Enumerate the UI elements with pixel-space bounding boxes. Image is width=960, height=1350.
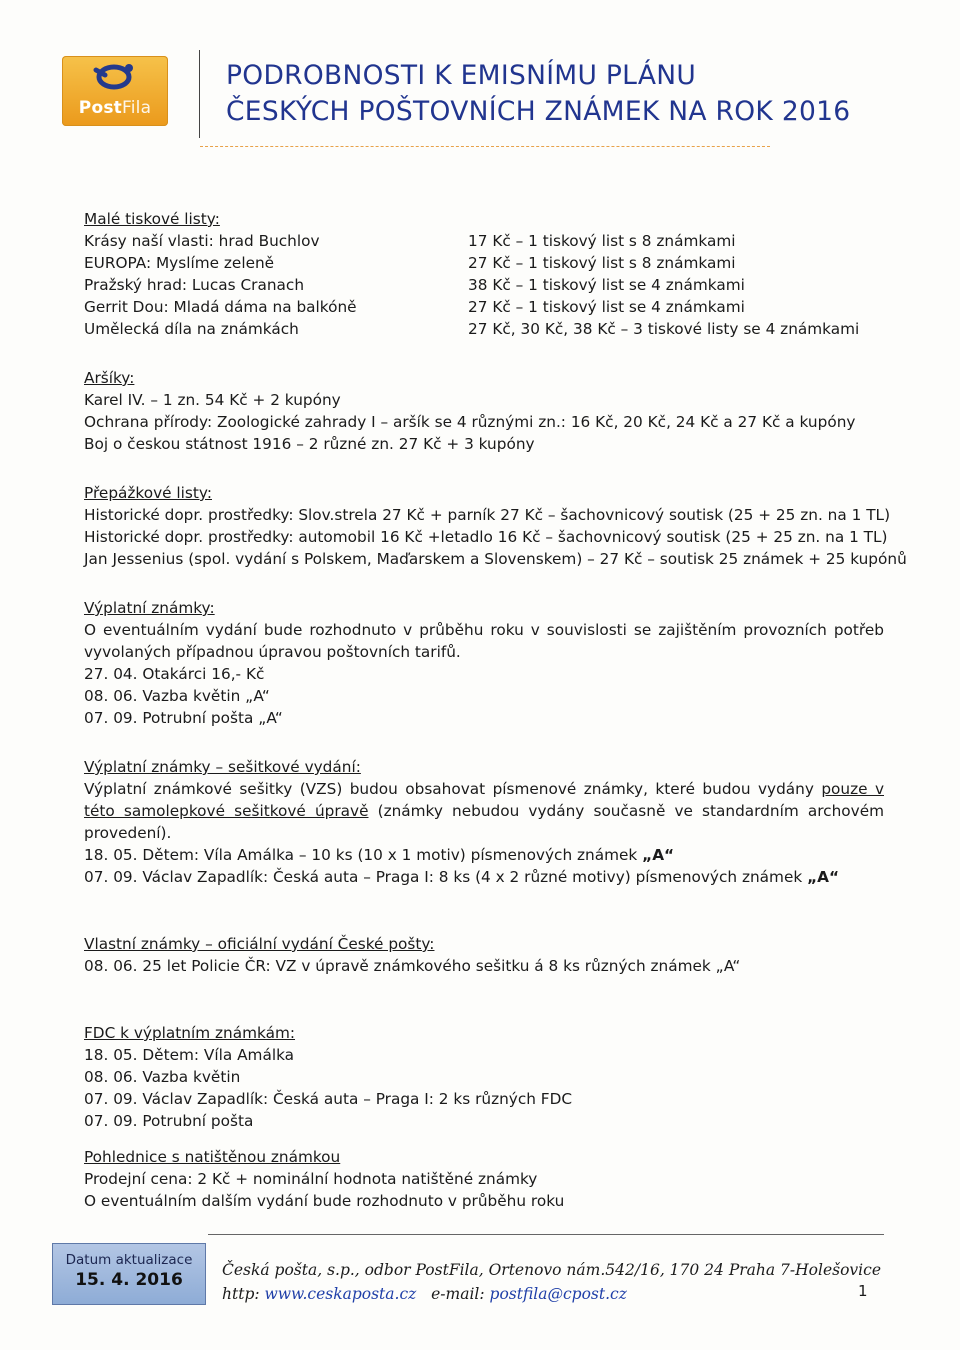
date-value: 15. 4. 2016 [75,1270,183,1290]
header-divider [199,50,200,138]
section-prepazkove [84,482,907,570]
section-vyplatni [84,597,884,729]
postfila-logo [62,56,168,126]
list-item: 18. 05. Dětem: Víla Amálka – 10 ks (10 x 1 motiv) písmenových známek „A“ [84,846,675,864]
paragraph: O eventuálním vydání bude rozhodnuto v průběhu roku v souvislosti se zajištěním provozních potřeb vyvolaných případnou úpravou poštovních tarifů. [84,621,884,661]
section-title: Malé tiskové listy: [84,210,220,228]
list-item: Pražský hrad: Lucas Cranach 38 Kč – 1 tiskový list se 4 známkami [84,276,745,294]
page-title [226,58,850,130]
section-male-listy [84,208,884,340]
header-underline [200,146,770,148]
list-item: 08. 06. 25 let Policie ČR: VZ v úpravě známkového sešitku á 8 ks různých známek „A“ [84,957,741,975]
website-link[interactable]: www.ceskaposta.cz [264,1285,417,1303]
list-item: Karel IV. – 1 zn. 54 Kč + 2 kupóny [84,391,341,409]
section-title: FDC k výplatním známkám: [84,1024,296,1042]
section-title: Přepážkové listy: [84,484,212,502]
list-item: EUROPA: Myslíme zeleně 27 Kč – 1 tiskový list s 8 známkami [84,254,736,272]
section-title: Pohlednice s natištěnou známkou [84,1148,341,1166]
section-title: Výplatní známky – sešitkové vydání: [84,758,361,776]
page-number: 1 [858,1282,868,1300]
list-item: Jan Jessenius (spol. vydání s Polskem, Maďarskem a Slovenskem) – 27 Kč – soutisk 25 známek + 25 kupónů [84,550,907,568]
title-line-1: PODROBNOSTI K EMISNÍMU PLÁNU [226,60,697,91]
list-item: Umělecká díla na známkách 27 Kč, 30 Kč, 38 Kč – 3 tiskové listy se 4 známkami [84,320,860,338]
contact-line: http: www.ceskaposta.cz e-mail: postfila@cpost.cz [222,1285,627,1303]
list-item: 07. 09. Václav Zapadlík: Česká auta – Praga I: 8 ks (4 x 2 různé motivy) písmenových známek „A“ [84,868,840,886]
list-item: 08. 06. Vazba květin „A“ [84,687,270,705]
list-item: Gerrit Dou: Mladá dáma na balkóně 27 Kč – 1 tiskový list se 4 známkami [84,298,745,316]
section-fdc [84,1022,884,1132]
list-item: 08. 06. Vazba květin [84,1068,241,1086]
date-label: Datum aktualizace [65,1252,193,1268]
list-item: Historické dopr. prostředky: Slov.strela 27 Kč + parník 27 Kč – šachovnicový soutisk (25 + 25 zn. na 1 TL) [84,506,891,524]
section-title: Výplatní známky: [84,599,215,617]
section-sesitkove [84,756,884,888]
list-item: Historické dopr. prostředky: automobil 16 Kč +letadlo 16 Kč – šachovnicový soutisk (25 + 25 zn. na 1 TL) [84,528,888,546]
email-link[interactable]: postfila@cpost.cz [489,1285,627,1303]
list-item: 07. 09. Václav Zapadlík: Česká auta – Praga I: 2 ks různých FDC [84,1090,573,1108]
section-title: Vlastní známky – oficiální vydání České pošty: [84,935,435,953]
list-item: Ochrana přírody: Zoologické zahrady I – aršík se 4 různými zn.: 16 Kč, 20 Kč, 24 Kč a 27 Kč a kupóny [84,413,856,431]
list-item: 07. 09. Potrubní pošta [84,1112,254,1130]
post-horn-icon [92,62,138,90]
address-line: Česká pošta, s.p., odbor PostFila, Ortenovo nám.542/16, 170 24 Praha 7-Holešovice [222,1261,881,1279]
list-item: Prodejní cena: 2 Kč + nominální hodnota natištěné známky [84,1170,538,1188]
list-item: 07. 09. Potrubní pošta „A“ [84,709,283,727]
update-date-box [52,1243,206,1305]
logo-text: PostFila [78,98,152,118]
section-vlastni [84,933,884,977]
list-item: O eventuálním dalším vydání bude rozhodnuto v průběhu roku [84,1192,565,1210]
section-title: Aršíky: [84,369,135,387]
list-item: Krásy naší vlasti: hrad Buchlov 17 Kč – 1 tiskový list s 8 známkami [84,232,736,250]
footer-address [222,1258,881,1306]
section-arsiky [84,367,884,455]
list-item: 18. 05. Dětem: Víla Amálka [84,1046,295,1064]
title-line-2: ČESKÝCH POŠTOVNÍCH ZNÁMEK NA ROK 2016 [226,96,851,127]
document-body [84,208,907,1212]
footer-divider [208,1234,884,1235]
list-item: Boj o českou státnost 1916 – 2 různé zn. 27 Kč + 3 kupóny [84,435,535,453]
list-item: 27. 04. Otakárci 16,- Kč [84,665,265,683]
paragraph: Výplatní známkové sešitky (VZS) budou obsahovat písmenové známky, které budou vydány pouze v této samolepkové sešitkové úpravě (známky nebudou vydány současně ve standardním archovém provedení). [84,780,885,842]
section-pohlednice [84,1146,884,1212]
underlined-text: pouze v této samolepkové sešitkové úpravě [84,780,884,820]
